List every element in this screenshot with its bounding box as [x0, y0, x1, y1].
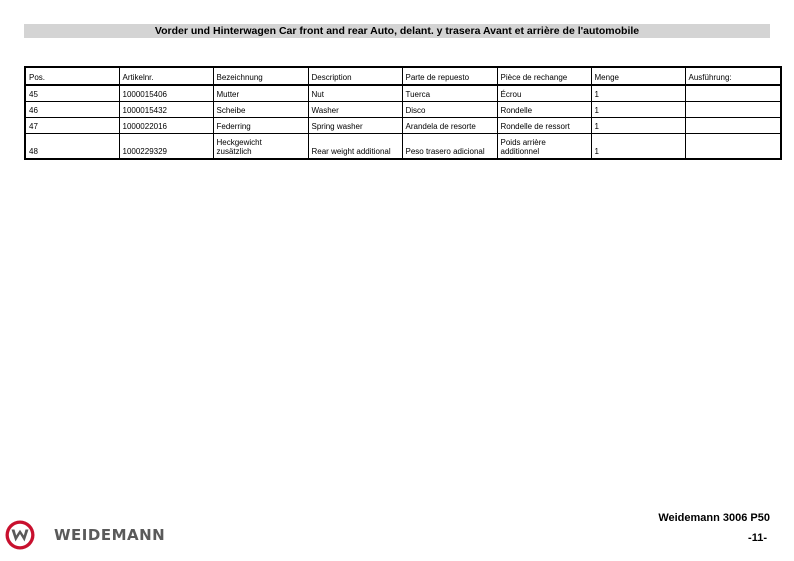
table-cell: 1000022016 — [119, 118, 213, 134]
table-row — [25, 134, 781, 160]
table-cell: 46 — [25, 102, 119, 118]
table-cell: Tuerca — [402, 85, 497, 102]
table-row — [25, 102, 781, 118]
page-title: Vorder und Hinterwagen Car front and rear Auto, delant. y trasera Avant et arrière de l'automobile — [24, 24, 770, 38]
column-header-bezeichnung: Bezeichnung — [213, 67, 308, 85]
column-header-pos: Pos. — [25, 67, 119, 85]
column-header-article-number: Artikelnr. — [119, 67, 213, 85]
table-cell: Nut — [308, 85, 402, 102]
table-cell: Federring — [213, 118, 308, 134]
table-cell: Peso trasero adicional — [402, 134, 497, 160]
table-cell: Washer — [308, 102, 402, 118]
table-cell: Poids arrière additionnel — [497, 134, 591, 160]
table-row — [25, 118, 781, 134]
table-cell: Rondelle — [497, 102, 591, 118]
table-cell: Écrou — [497, 85, 591, 102]
column-header-ausfuehrung: Ausführung: — [685, 67, 781, 85]
brand-logo — [5, 519, 165, 551]
model-name: Weidemann 3006 P50 — [658, 512, 770, 524]
table-cell: 1 — [591, 118, 685, 134]
table-cell: 48 — [25, 134, 119, 160]
table-cell: 1 — [591, 134, 685, 160]
weidemann-w-logo-icon — [5, 520, 35, 550]
page-number: -11- — [748, 532, 767, 544]
table-cell: Mutter — [213, 85, 308, 102]
column-header-piece-de-rechange: Pièce de rechange — [497, 67, 591, 85]
table-cell: Arandela de resorte — [402, 118, 497, 134]
table-cell — [685, 102, 781, 118]
table-cell: Heckgewicht zusätzlich — [213, 134, 308, 160]
table-cell: 1 — [591, 102, 685, 118]
table-cell: Scheibe — [213, 102, 308, 118]
table-cell: Rear weight additional — [308, 134, 402, 160]
table-cell — [685, 134, 781, 160]
table-cell — [685, 85, 781, 102]
column-header-parte-de-repuesto: Parte de repuesto — [402, 67, 497, 85]
column-header-description: Description — [308, 67, 402, 85]
table-cell: Spring washer — [308, 118, 402, 134]
brand-name: WEIDEMANN — [54, 526, 166, 544]
table-cell: Disco — [402, 102, 497, 118]
table-cell: Rondelle de ressort — [497, 118, 591, 134]
table-cell: 47 — [25, 118, 119, 134]
table-header-row — [25, 67, 781, 85]
table-cell — [685, 118, 781, 134]
table-row — [25, 85, 781, 102]
parts-table — [24, 66, 782, 160]
table-cell: 45 — [25, 85, 119, 102]
table-cell: 1000015432 — [119, 102, 213, 118]
table-cell: 1000229329 — [119, 134, 213, 160]
table-cell: 1000015406 — [119, 85, 213, 102]
column-header-menge: Menge — [591, 67, 685, 85]
table-cell: 1 — [591, 85, 685, 102]
